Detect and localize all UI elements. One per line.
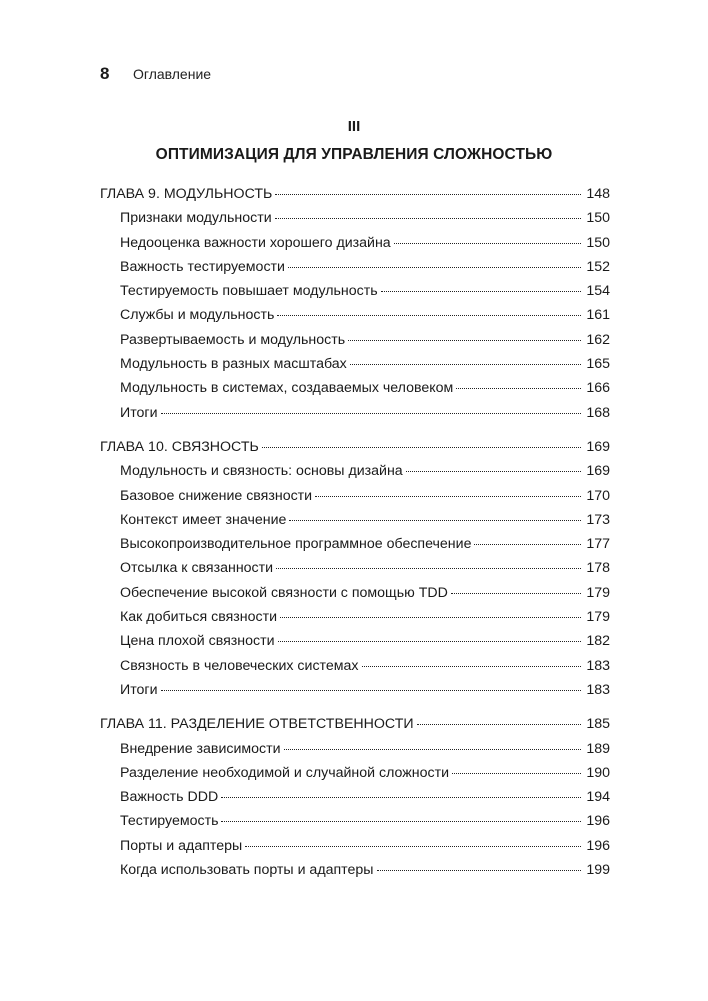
leader-dots xyxy=(451,593,581,594)
chapter-title: ГЛАВА 9. МОДУЛЬНОСТЬ xyxy=(100,186,273,202)
toc-entry[interactable] xyxy=(100,463,610,487)
page-ref: 196 xyxy=(586,813,610,830)
page-ref: 166 xyxy=(586,380,610,397)
entry-title: Порты и адаптеры xyxy=(120,837,243,854)
page-header xyxy=(100,64,211,86)
page-ref: 182 xyxy=(586,633,610,650)
entry-title: Развертываемость и модульность xyxy=(120,331,346,348)
leader-dots xyxy=(406,471,581,472)
page-ref: 148 xyxy=(586,186,610,202)
toc-entry[interactable] xyxy=(100,789,610,813)
entry-title: Разделение необходимой и случайной сложности xyxy=(120,764,449,781)
chapter-heading[interactable] xyxy=(100,439,610,463)
page-ref: 173 xyxy=(586,511,610,528)
entry-title: Важность тестируемости xyxy=(120,258,285,275)
toc-entry[interactable] xyxy=(100,682,610,706)
leader-dots xyxy=(277,315,581,316)
leader-dots xyxy=(275,194,581,195)
entry-title: Итоги xyxy=(120,404,158,421)
page-ref: 165 xyxy=(586,356,610,373)
chapter-9 xyxy=(100,186,610,429)
page-ref: 177 xyxy=(586,536,610,553)
leader-dots xyxy=(276,568,581,569)
table-of-contents xyxy=(100,186,610,896)
page-ref: 194 xyxy=(586,789,610,806)
page-ref: 178 xyxy=(586,560,610,577)
page-ref: 179 xyxy=(586,609,610,626)
page-ref: 170 xyxy=(586,487,610,504)
page-ref: 169 xyxy=(586,438,610,455)
entry-title: Внедрение зависимости xyxy=(120,740,281,757)
toc-entry[interactable] xyxy=(100,210,610,234)
leader-dots xyxy=(280,617,581,618)
toc-entry[interactable] xyxy=(100,307,610,331)
leader-dots xyxy=(456,388,581,389)
toc-entry[interactable] xyxy=(100,765,610,789)
part-title: ОПТИМИЗАЦИЯ ДЛЯ УПРАВЛЕНИЯ СЛОЖНОСТЬЮ xyxy=(155,146,553,163)
chapter-10 xyxy=(100,439,610,706)
leader-dots xyxy=(288,267,581,268)
page-ref: 150 xyxy=(586,234,610,251)
page-ref: 185 xyxy=(586,716,610,733)
leader-dots xyxy=(289,520,581,521)
leader-dots xyxy=(474,544,581,545)
page-ref: 152 xyxy=(586,258,610,275)
toc-entry[interactable] xyxy=(100,633,610,657)
toc-entry[interactable] xyxy=(100,405,610,429)
leader-dots xyxy=(161,413,581,414)
toc-entry[interactable] xyxy=(100,380,610,404)
toc-entry[interactable] xyxy=(100,813,610,837)
entry-title: Контекст имеет значение xyxy=(120,511,287,528)
leader-dots xyxy=(381,291,581,292)
chapter-title: ГЛАВА 10. СВЯЗНОСТЬ xyxy=(100,438,259,455)
toc-entry[interactable] xyxy=(100,609,610,633)
leader-dots xyxy=(362,666,582,667)
entry-title: Итоги xyxy=(120,681,158,698)
entry-title: Важность DDD xyxy=(120,789,219,806)
entry-title: Службы и модульность xyxy=(120,307,275,324)
page-ref: 150 xyxy=(586,210,610,227)
entry-title: Тестируемость xyxy=(120,813,219,830)
part-number: III xyxy=(347,118,361,135)
leader-dots xyxy=(452,773,581,774)
running-title: Оглавление xyxy=(133,66,212,82)
entry-title: Признаки модульности xyxy=(120,210,272,227)
leader-dots xyxy=(161,690,581,691)
leader-dots xyxy=(221,797,581,798)
page-number: 8 xyxy=(100,64,110,83)
entry-title: Тестируемость повышает модульность xyxy=(120,283,378,300)
leader-dots xyxy=(348,340,581,341)
page-ref: 183 xyxy=(586,681,610,698)
toc-entry[interactable] xyxy=(100,536,610,560)
leader-dots xyxy=(394,243,581,244)
entry-title: Отсылка к связанности xyxy=(120,560,274,577)
toc-entry[interactable] xyxy=(100,283,610,307)
entry-title: Модульность в системах, создаваемых человеком xyxy=(120,380,454,397)
page-ref: 196 xyxy=(586,837,610,854)
page-ref: 169 xyxy=(586,463,610,480)
entry-title: Модульность в разных масштабах xyxy=(120,356,347,373)
entry-title: Обеспечение высокой связности с помощью TDD xyxy=(120,584,448,601)
toc-entry[interactable] xyxy=(100,488,610,512)
toc-entry[interactable] xyxy=(100,356,610,380)
toc-entry[interactable] xyxy=(100,332,610,356)
leader-dots xyxy=(275,218,581,219)
chapter-heading[interactable] xyxy=(100,186,610,210)
page-ref: 168 xyxy=(586,404,610,421)
leader-dots xyxy=(417,724,581,725)
leader-dots xyxy=(245,846,581,847)
page-ref: 183 xyxy=(586,657,610,674)
toc-entry[interactable] xyxy=(100,560,610,584)
entry-title: Модульность и связность: основы дизайна xyxy=(120,463,403,480)
leader-dots xyxy=(284,749,581,750)
toc-entry[interactable] xyxy=(100,259,610,283)
leader-dots xyxy=(262,447,581,448)
entry-title: Связность в человеческих системах xyxy=(120,657,359,674)
page-ref: 190 xyxy=(586,764,610,781)
toc-entry[interactable] xyxy=(100,512,610,536)
leader-dots xyxy=(350,364,581,365)
page-ref: 199 xyxy=(586,862,610,879)
toc-entry[interactable] xyxy=(100,838,610,862)
toc-entry[interactable] xyxy=(100,658,610,682)
entry-title: Недооценка важности хорошего дизайна xyxy=(120,234,391,251)
page-ref: 161 xyxy=(586,307,610,324)
toc-entry[interactable] xyxy=(100,585,610,609)
chapter-heading[interactable] xyxy=(100,716,610,740)
chapter-11 xyxy=(100,716,610,886)
entry-title: Когда использовать порты и адаптеры xyxy=(120,862,374,879)
toc-entry[interactable] xyxy=(100,862,610,886)
entry-title: Как добиться связности xyxy=(120,609,278,626)
entry-title: Высокопроизводительное программное обеспечение xyxy=(120,536,472,553)
entry-title: Цена плохой связности xyxy=(120,633,275,650)
toc-entry[interactable] xyxy=(100,741,610,765)
leader-dots xyxy=(278,641,582,642)
chapter-title: ГЛАВА 11. РАЗДЕЛЕНИЕ ОТВЕТСТВЕННОСТИ xyxy=(100,716,414,733)
page-ref: 179 xyxy=(586,584,610,601)
leader-dots xyxy=(221,821,581,822)
leader-dots xyxy=(377,870,582,871)
page-ref: 162 xyxy=(586,331,610,348)
entry-title: Базовое снижение связности xyxy=(120,487,313,504)
leader-dots xyxy=(315,496,581,497)
page-ref: 154 xyxy=(586,283,610,300)
toc-entry[interactable] xyxy=(100,235,610,259)
page-ref: 189 xyxy=(586,740,610,757)
